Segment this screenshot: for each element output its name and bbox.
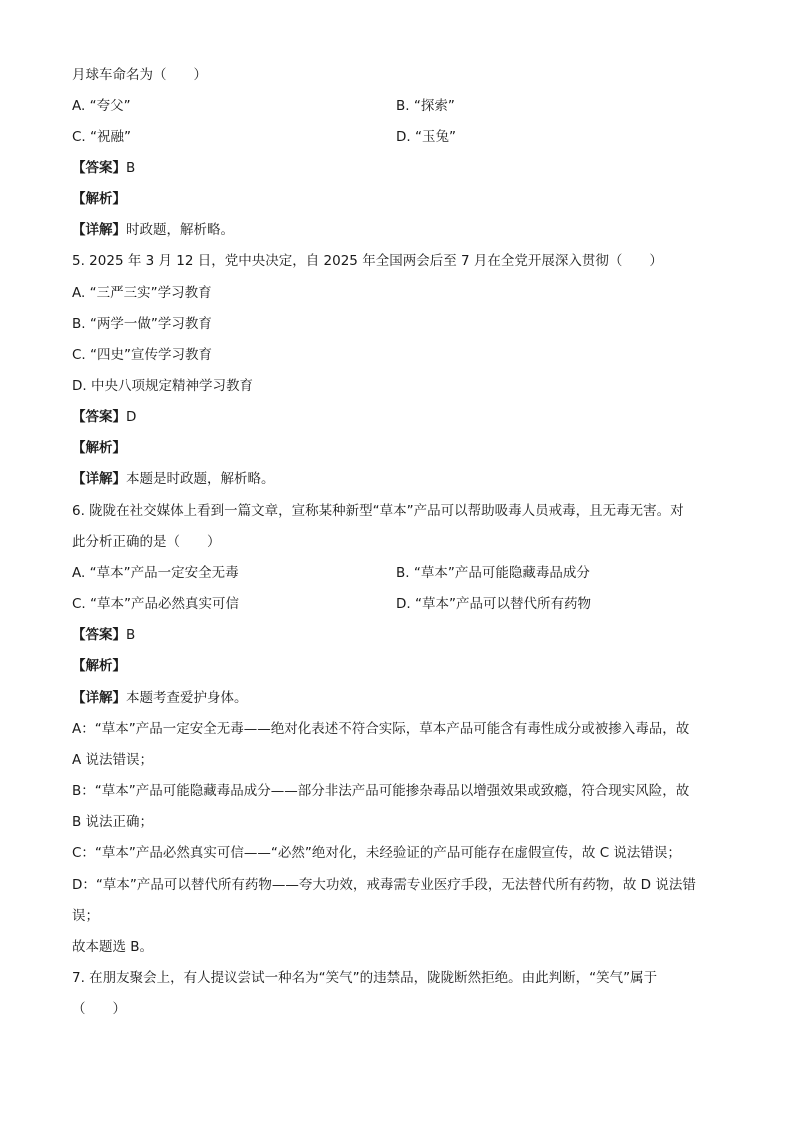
detail-text: 本题是时政题，解析略。: [126, 471, 275, 487]
q4-option-c: C. “祝融”: [72, 129, 131, 145]
answer-value: B: [126, 627, 136, 643]
q6-explain-a-line2: A 说法错误；: [72, 752, 154, 768]
q4-stem-tail: 月球车命名为（ ）: [72, 67, 207, 83]
q6-detail: [72, 689, 248, 707]
q5-answer: [72, 408, 136, 426]
detail-tag: 【详解】: [72, 222, 126, 238]
q4-option-a: A. “夸父”: [72, 98, 131, 114]
answer-value: D: [126, 409, 137, 425]
q6-option-b: B. “草本”产品可能隐藏毒品成分: [396, 565, 590, 581]
answer-tag: 【答案】: [72, 627, 126, 643]
q5-option-b: B. “两学一做”学习教育: [72, 316, 212, 332]
q5-option-d: D. 中央八项规定精神学习教育: [72, 378, 253, 394]
q4-detail: [72, 221, 234, 239]
q6-option-d: D. “草本”产品可以替代所有药物: [396, 596, 591, 612]
q6-explain-b-line1: B：“草本”产品可能隐藏毒品成分——部分非法产品可能掺杂毒品以增强效果或致瘾，符合现实风险，故: [72, 783, 690, 799]
q6-explain-c: C：“草本”产品必然真实可信——“必然”绝对化，未经验证的产品可能存在虚假宣传，故 C 说法错误；: [72, 845, 681, 861]
detail-text: 本题考查爱护身体。: [126, 690, 248, 706]
q6-analysis-tag: 【解析】: [72, 658, 126, 674]
q6-explain-d-line1: D：“草本”产品可以替代所有药物——夸大功效，戒毒需专业医疗手段，无法替代所有药物，故 D 说法错: [72, 877, 696, 893]
q7-stem-line2: （ ）: [72, 1001, 126, 1017]
q5-option-c: C. “四史”宣传学习教育: [72, 347, 212, 363]
answer-tag: 【答案】: [72, 160, 126, 176]
q7-stem-line1: 7. 在朋友聚会上，有人提议尝试一种名为“笑气”的违禁品，陇陇断然拒绝。由此判断，“笑气”属于: [72, 970, 658, 986]
q5-analysis-tag: 【解析】: [72, 440, 126, 456]
q6-explain-d-line2: 误；: [72, 908, 99, 924]
q6-option-c: C. “草本”产品必然真实可信: [72, 596, 239, 612]
q6-stem-line2: 此分析正确的是（ ）: [72, 534, 221, 550]
answer-value: B: [126, 160, 136, 176]
q6-stem-line1: 6. 陇陇在社交媒体上看到一篇文章，宣称某种新型“草本”产品可以帮助吸毒人员戒毒，且无毒无害。对: [72, 503, 684, 519]
q6-explain-a-line1: A：“草本”产品一定安全无毒——绝对化表述不符合实际，草本产品可能含有毒性成分或被掺入毒品，故: [72, 721, 690, 737]
detail-text: 时政题，解析略。: [126, 222, 234, 238]
q6-conclusion: 故本题选 B。: [72, 939, 154, 955]
q5-detail: [72, 470, 275, 488]
q5-stem: 5. 2025 年 3 月 12 日，党中央决定，自 2025 年全国两会后至 7 月在全党开展深入贯彻（ ）: [72, 253, 663, 269]
q4-answer: [72, 159, 135, 177]
q4-option-b: B. “探索”: [396, 98, 455, 114]
q5-option-a: A. “三严三实”学习教育: [72, 285, 212, 301]
q4-option-d: D. “玉兔”: [396, 129, 456, 145]
q4-analysis-tag: 【解析】: [72, 191, 126, 207]
q6-explain-b-line2: B 说法正确；: [72, 814, 154, 830]
detail-tag: 【详解】: [72, 471, 126, 487]
answer-tag: 【答案】: [72, 409, 126, 425]
q6-option-a: A. “草本”产品一定安全无毒: [72, 565, 239, 581]
q6-answer: [72, 626, 135, 644]
detail-tag: 【详解】: [72, 690, 126, 706]
